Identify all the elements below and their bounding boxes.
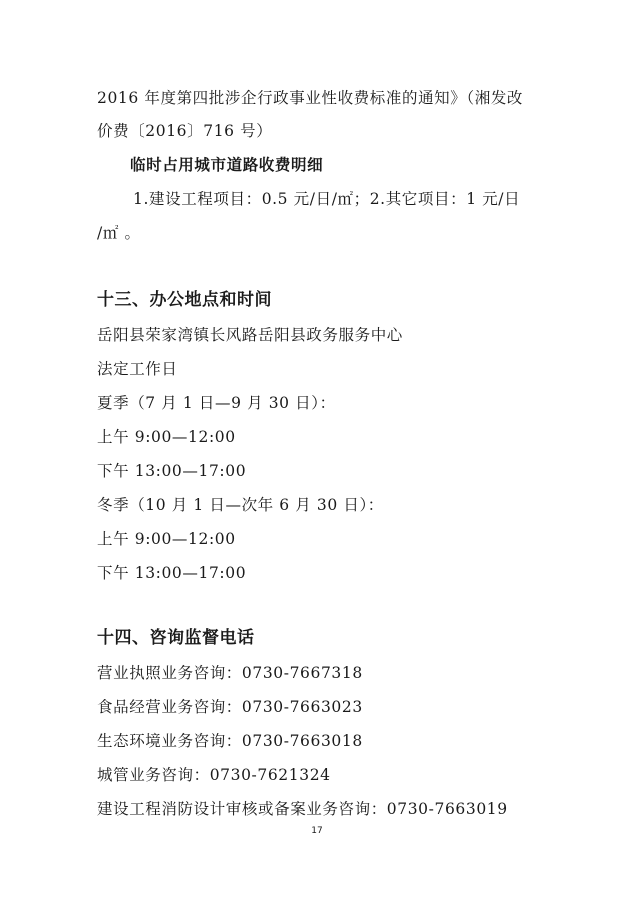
section-line: 下午 13:00—17:00: [97, 462, 247, 480]
section-line: 营业执照业务咨询：0730-7667318: [97, 664, 363, 682]
paragraph-line: 2016 年度第四批涉企行政事业性收费标准的通知》（湘发改: [97, 89, 524, 107]
page-number: 17: [311, 826, 323, 836]
section-line: 冬季（10 月 1 日—次年 6 月 30 日）：: [97, 496, 384, 514]
section-line: 上午 9:00—12:00: [97, 530, 236, 548]
section-title: 十三、办公地点和时间: [97, 290, 272, 310]
paragraph-line: /㎡ 。: [97, 224, 141, 242]
paragraph-line: 价费〔2016〕716 号）: [97, 122, 273, 140]
section-line: 下午 13:00—17:00: [97, 564, 247, 582]
subheading: 临时占用城市道路收费明细: [130, 156, 324, 174]
section-line: 食品经营业务咨询：0730-7663023: [97, 698, 363, 716]
section-line: 上午 9:00—12:00: [97, 428, 236, 446]
section-line: 法定工作日: [97, 360, 178, 378]
paragraph-line: 1.建设工程项目：0.5 元/日/㎡；2.其它项目：1 元/日: [133, 190, 521, 208]
section-line: 岳阳县荣家湾镇长风路岳阳县政务服务中心: [97, 326, 403, 344]
section-line: 建设工程消防设计审核或备案业务咨询：0730-7663019: [97, 800, 508, 818]
section-line: 夏季（7 月 1 日—9 月 30 日）：: [97, 394, 336, 412]
section-line: 生态环境业务咨询：0730-7663018: [97, 732, 363, 750]
section-title: 十四、咨询监督电话: [97, 628, 255, 648]
section-line: 城管业务咨询：0730-7621324: [97, 766, 331, 784]
